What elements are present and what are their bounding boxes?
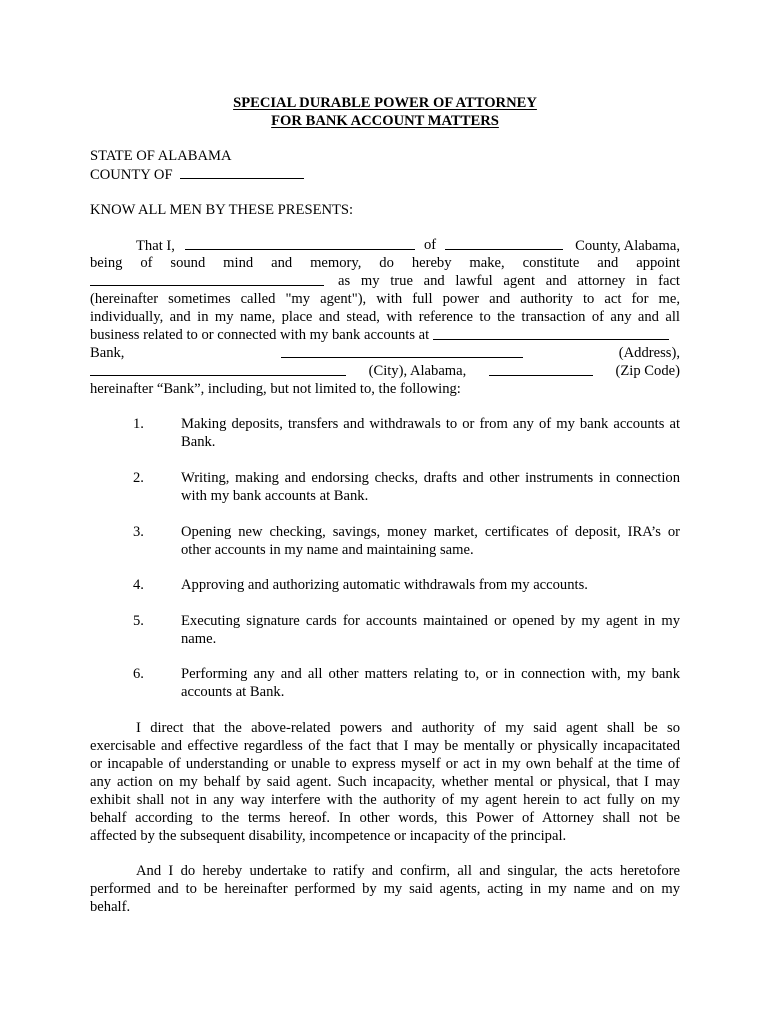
paragraph-line: affected by the subsequent disability, incompetence or incapacity of the principal. [90,828,567,844]
item-text-line: with my bank accounts at Bank. [181,488,369,504]
bank-name-blank [433,326,669,340]
agent-name-blank [90,272,324,286]
address-blank [281,344,523,358]
intro-line-3-text: as my true and lawful agent and attorney in fact [338,273,680,289]
item-number: 2. [133,470,144,486]
item-text-line: accounts at Bank. [181,684,285,700]
paragraph-line: any action on my behalf by said agent. Such incapacity, whether mental or physical, that I may [90,774,680,790]
intro-line-7 [90,344,680,362]
zip-label: (Zip Code) [615,363,680,379]
document-title-line-2: FOR BANK ACCOUNT MATTERS [271,113,499,129]
item-text-line: name. [181,631,217,647]
paragraph-line: or incapable of understanding or unable to express myself or act in my own behalf at the time of [90,756,680,772]
intro-line-2: being of sound mind and memory, do hereby make, constitute and appoint [90,255,680,271]
paragraph-line: exercisable and effective regardless of the fact that I may be mentally or physically incapacitated [90,738,680,754]
address-label: (Address), [618,345,680,361]
item-text-line: other accounts in my name and maintaining same. [181,542,474,558]
paragraph-line: performed and to be hereinafter performed by my said agents, acting in my name and on my [90,881,680,897]
intro-line-3 [90,272,680,290]
item-text-line: Performing any and all other matters relating to, or in connection with, my bank [181,666,680,682]
intro-line-5: individually, and in my name, place and stead, with reference to the transaction of any and all [90,309,680,325]
county-label: COUNTY OF [90,167,173,183]
item-number: 5. [133,613,144,629]
county-blank [180,165,304,179]
item-text-line: Executing signature cards for accounts maintained or opened by my agent in my [181,613,680,629]
zip-blank [489,362,593,376]
county-name-blank [445,236,563,250]
that-i-text: That I, [136,238,175,254]
paragraph-line: behalf according to the terms hereof. In other words, this Power of Attorney shall not be [90,810,680,826]
intro-line-1 [90,236,680,255]
state-line: STATE OF ALABAMA [90,148,232,164]
item-text-line: Opening new checking, savings, money market, certificates of deposit, IRA’s or [181,524,680,540]
city-blank [90,362,346,376]
intro-line-8 [90,362,680,380]
intro-line-4: (hereinafter sometimes called "my agent"), with full power and authority to act for me, [90,291,680,307]
bank-label: Bank, [90,345,125,361]
city-label: (City), Alabama, [368,363,467,379]
item-number: 1. [133,416,144,432]
county-alabama-text: County, Alabama, [575,238,680,254]
paragraph-line: exhibit shall not in any way interfere with the authority of my agent herein to act fully on my [90,792,680,808]
item-text-line: Writing, making and endorsing checks, drafts and other instruments in connection [181,470,680,486]
intro-line-9: hereinafter “Bank”, including, but not limited to, the following: [90,381,461,397]
intro-line-6 [90,326,680,344]
intro-line-6-text: business related to or connected with my bank accounts at [90,327,430,343]
know-all-heading: KNOW ALL MEN BY THESE PRESENTS: [90,202,354,218]
item-text-line: Bank. [181,434,216,450]
county-line [90,165,304,184]
paragraph-line: behalf. [90,899,131,915]
paragraph-line: I direct that the above-related powers and authority of my said agent shall be so [136,720,680,736]
item-text-line: Making deposits, transfers and withdrawals to or from any of my bank accounts at [181,416,680,432]
item-number: 4. [133,577,144,593]
of-text: of [423,237,437,253]
document-title-line-1: SPECIAL DURABLE POWER OF ATTORNEY [233,95,537,111]
item-text-line: Approving and authorizing automatic withdrawals from my accounts. [181,577,588,593]
paragraph-line: And I do hereby undertake to ratify and confirm, all and singular, the acts heretofore [136,863,680,879]
item-number: 3. [133,524,144,540]
principal-name-blank [185,236,415,250]
item-number: 6. [133,666,144,682]
